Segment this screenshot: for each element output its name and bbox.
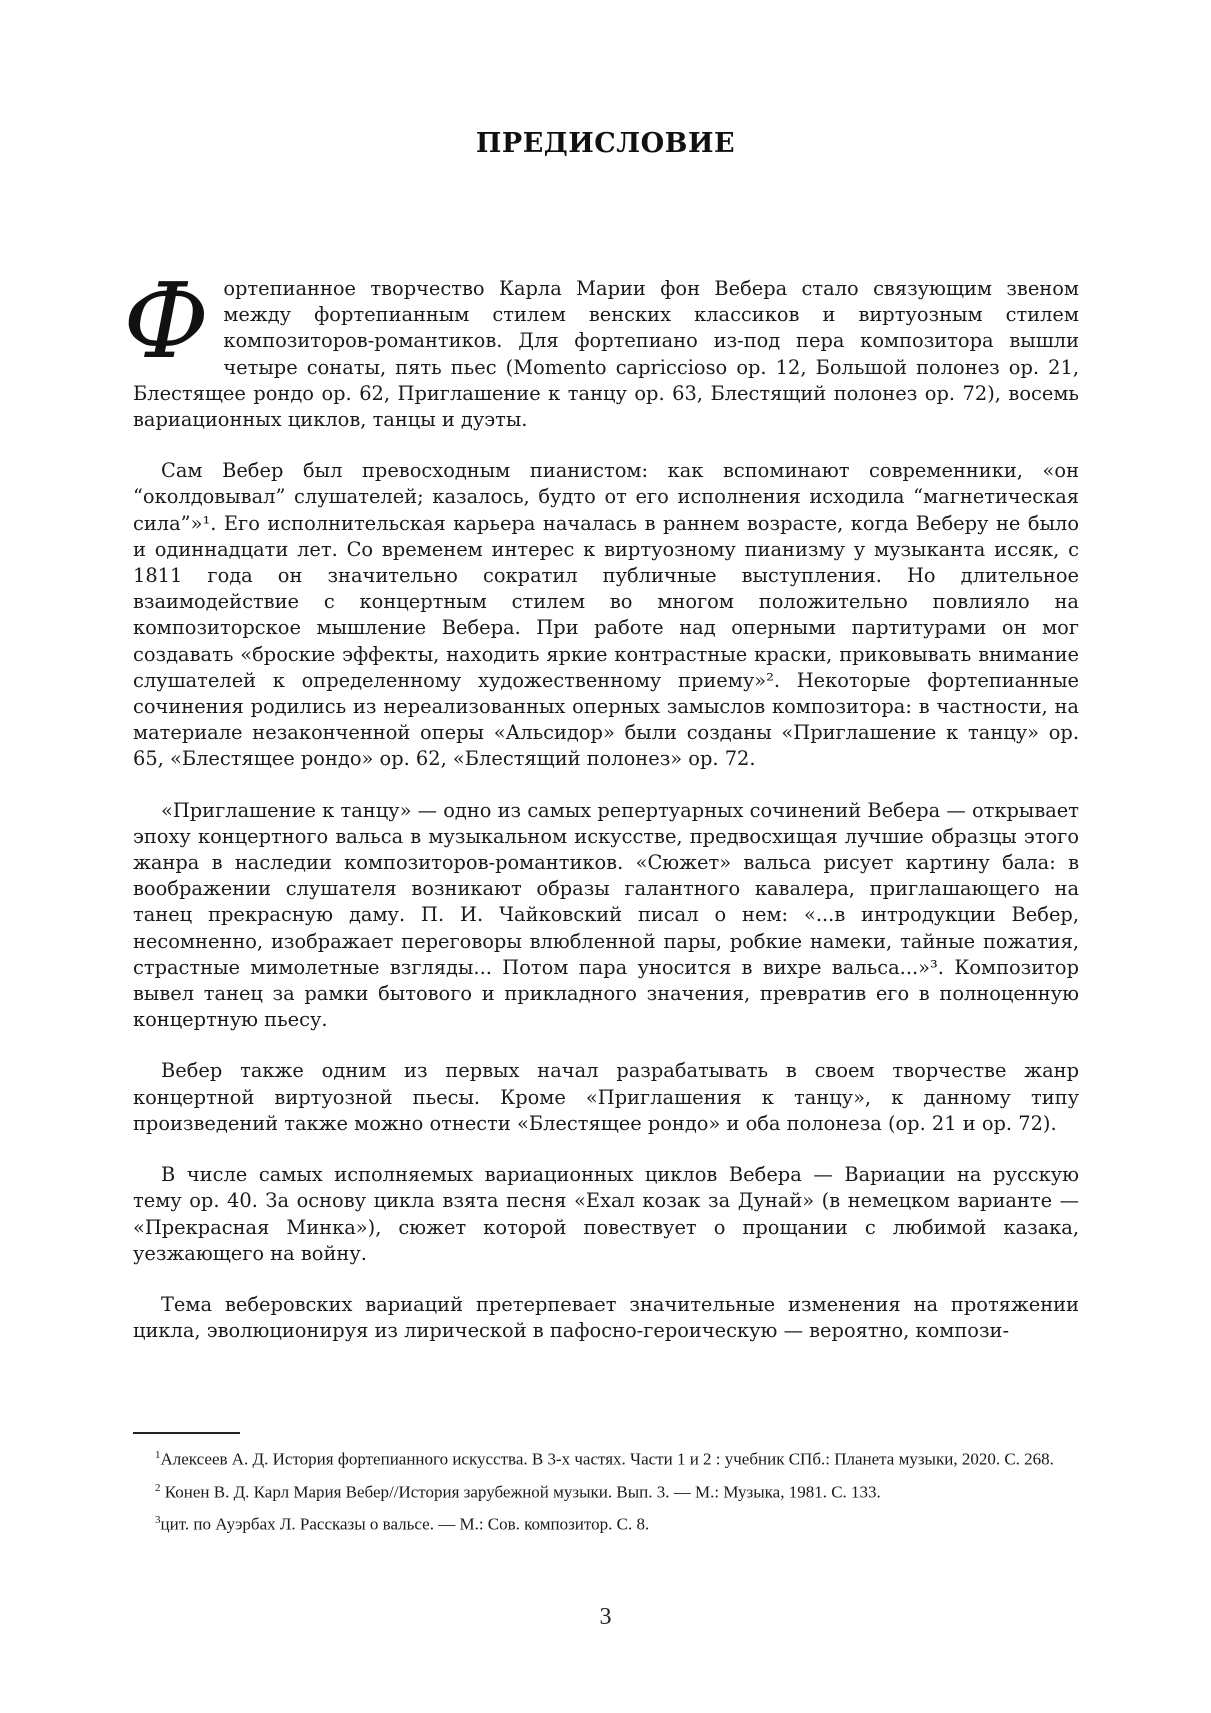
footnote-3-text: цит. по Ауэрбах Л. Рассказы о вальсе. — М.: Сов. композитор. С. 8. [160, 1514, 650, 1534]
footnote-2-text: Конен В. Д. Карл Мария Вебер//История зарубежной музыки. Вып. 3. — М.: Музыка, 1981. С. 133. [160, 1482, 881, 1502]
footnote-separator [133, 1432, 240, 1434]
page-title: ПРЕДИСЛОВИЕ [475, 128, 736, 159]
footnote-3-mark: 3 [155, 1514, 161, 1527]
paragraph-1 [123, 260, 1079, 433]
footnote-2-mark: 2 [155, 1481, 161, 1494]
footnotes [133, 1444, 1079, 1542]
footnote-3 [133, 1509, 1079, 1536]
footnote-2 [133, 1477, 1079, 1504]
body-text [123, 260, 1079, 1369]
paragraph-5: В числе самых исполняемых вариационных циклов Вебера — Вариации на русскую тему ор. 40. За основу цикла взята песня «Ехал козак за Дунай» (в немецком варианте — «Прекрасная Минка»), сюжет которой повествует о прощании с любимой казака, уезжающего на войну. [133, 1163, 1079, 1265]
paragraph-6: Тема веберовских вариаций претерпевает значительные изменения на протяжении цикла, эволюционируя из лирической в пафосно-героическую — вероятно, компози- [133, 1292, 1079, 1343]
drop-cap: Ф [123, 260, 210, 382]
paragraph-1-text: ортепианное творчество Карла Марии фон Вебера стало связующим звеном между фортепианным стилем венских классиков и виртуозным стилем композиторов-романтиков. Для фортепиано из-под пера композитора вышли четыре сонаты, пять пьес (Momento capriccioso ор. 12, Большой полонез ор. 21, Блестящее рондо ор. 62, Приглашение к танцу ор. 63, Блестящий полонез ор. 72), восемь вариационных циклов, танцы и дуэты. [133, 277, 1079, 432]
footnote-1-mark: 1 [155, 1449, 161, 1461]
footnote-1-text: Алексеев А. Д. История фортепианного искусства. В 3-х частях. Части 1 и 2 : учебник СПб.: Планета музыки, 2020. С. 268. [160, 1449, 1054, 1469]
paragraph-3: «Приглашение к танцу» — одно из самых репертуарных сочинений Вебера — открывает эпоху концертного вальса в музыкальном искусстве, предвосхищая лучшие образцы этого жанра в наследии композиторов-романтиков. «Сюжет» вальса рисует картину бала: в воображении слушателя возникают образы галантного кавалера, приглашающего на танец прекрасную даму. П. И. Чайковский писал о нем: «...в интродукции Вебер, несомненно, изображает переговоры влюбленной пары, робкие намеки, тайные пожатия, страстные мимолетные взгляды... Потом пара уносится в вихре вальса...»³. Композитор вывел танец за рамки бытового и прикладного значения, превратив его в полноценную концертную пьесу. [133, 798, 1079, 1032]
paragraph-4: Вебер также одним из первых начал разрабатывать в своем творчестве жанр концертной виртуозной пьесы. Кроме «Приглашения к танцу», к данному типу произведений также можно отнести «Блестящее рондо» и оба полонеза (ор. 21 и ор. 72). [133, 1059, 1079, 1135]
page-number: 3 [599, 1604, 612, 1630]
footnote-1 [133, 1444, 1079, 1471]
paragraph-2: Сам Вебер был превосходным пианистом: как вспоминают современники, «он “околдовывал” слушателей; казалось, будто от его исполнения исходила “магнетическая сила”»¹. Его исполнительская карьера началась в раннем возрасте, когда Веберу не было и одиннадцати лет. Со временем интерес к виртуозному пианизму у музыканта иссяк, с 1811 года он значительно сократил публичные выступления. Но длительное взаимодействие с концертным стилем во многом положительно повлияло на композиторское мышление Вебера. При работе над оперными партитурами он мог создавать «броские эффекты, находить яркие контрастные краски, приковывать внимание слушателей к определенному художественному приему»². Некоторые фортепианные сочинения родились из нереализованных оперных замыслов композитора: в частности, на материале незаконченной оперы «Альсидор» были созданы «Приглашение к танцу» ор. 65, «Блестящее рондо» ор. 62, «Блестящий полонез» ор. 72. [133, 459, 1079, 771]
